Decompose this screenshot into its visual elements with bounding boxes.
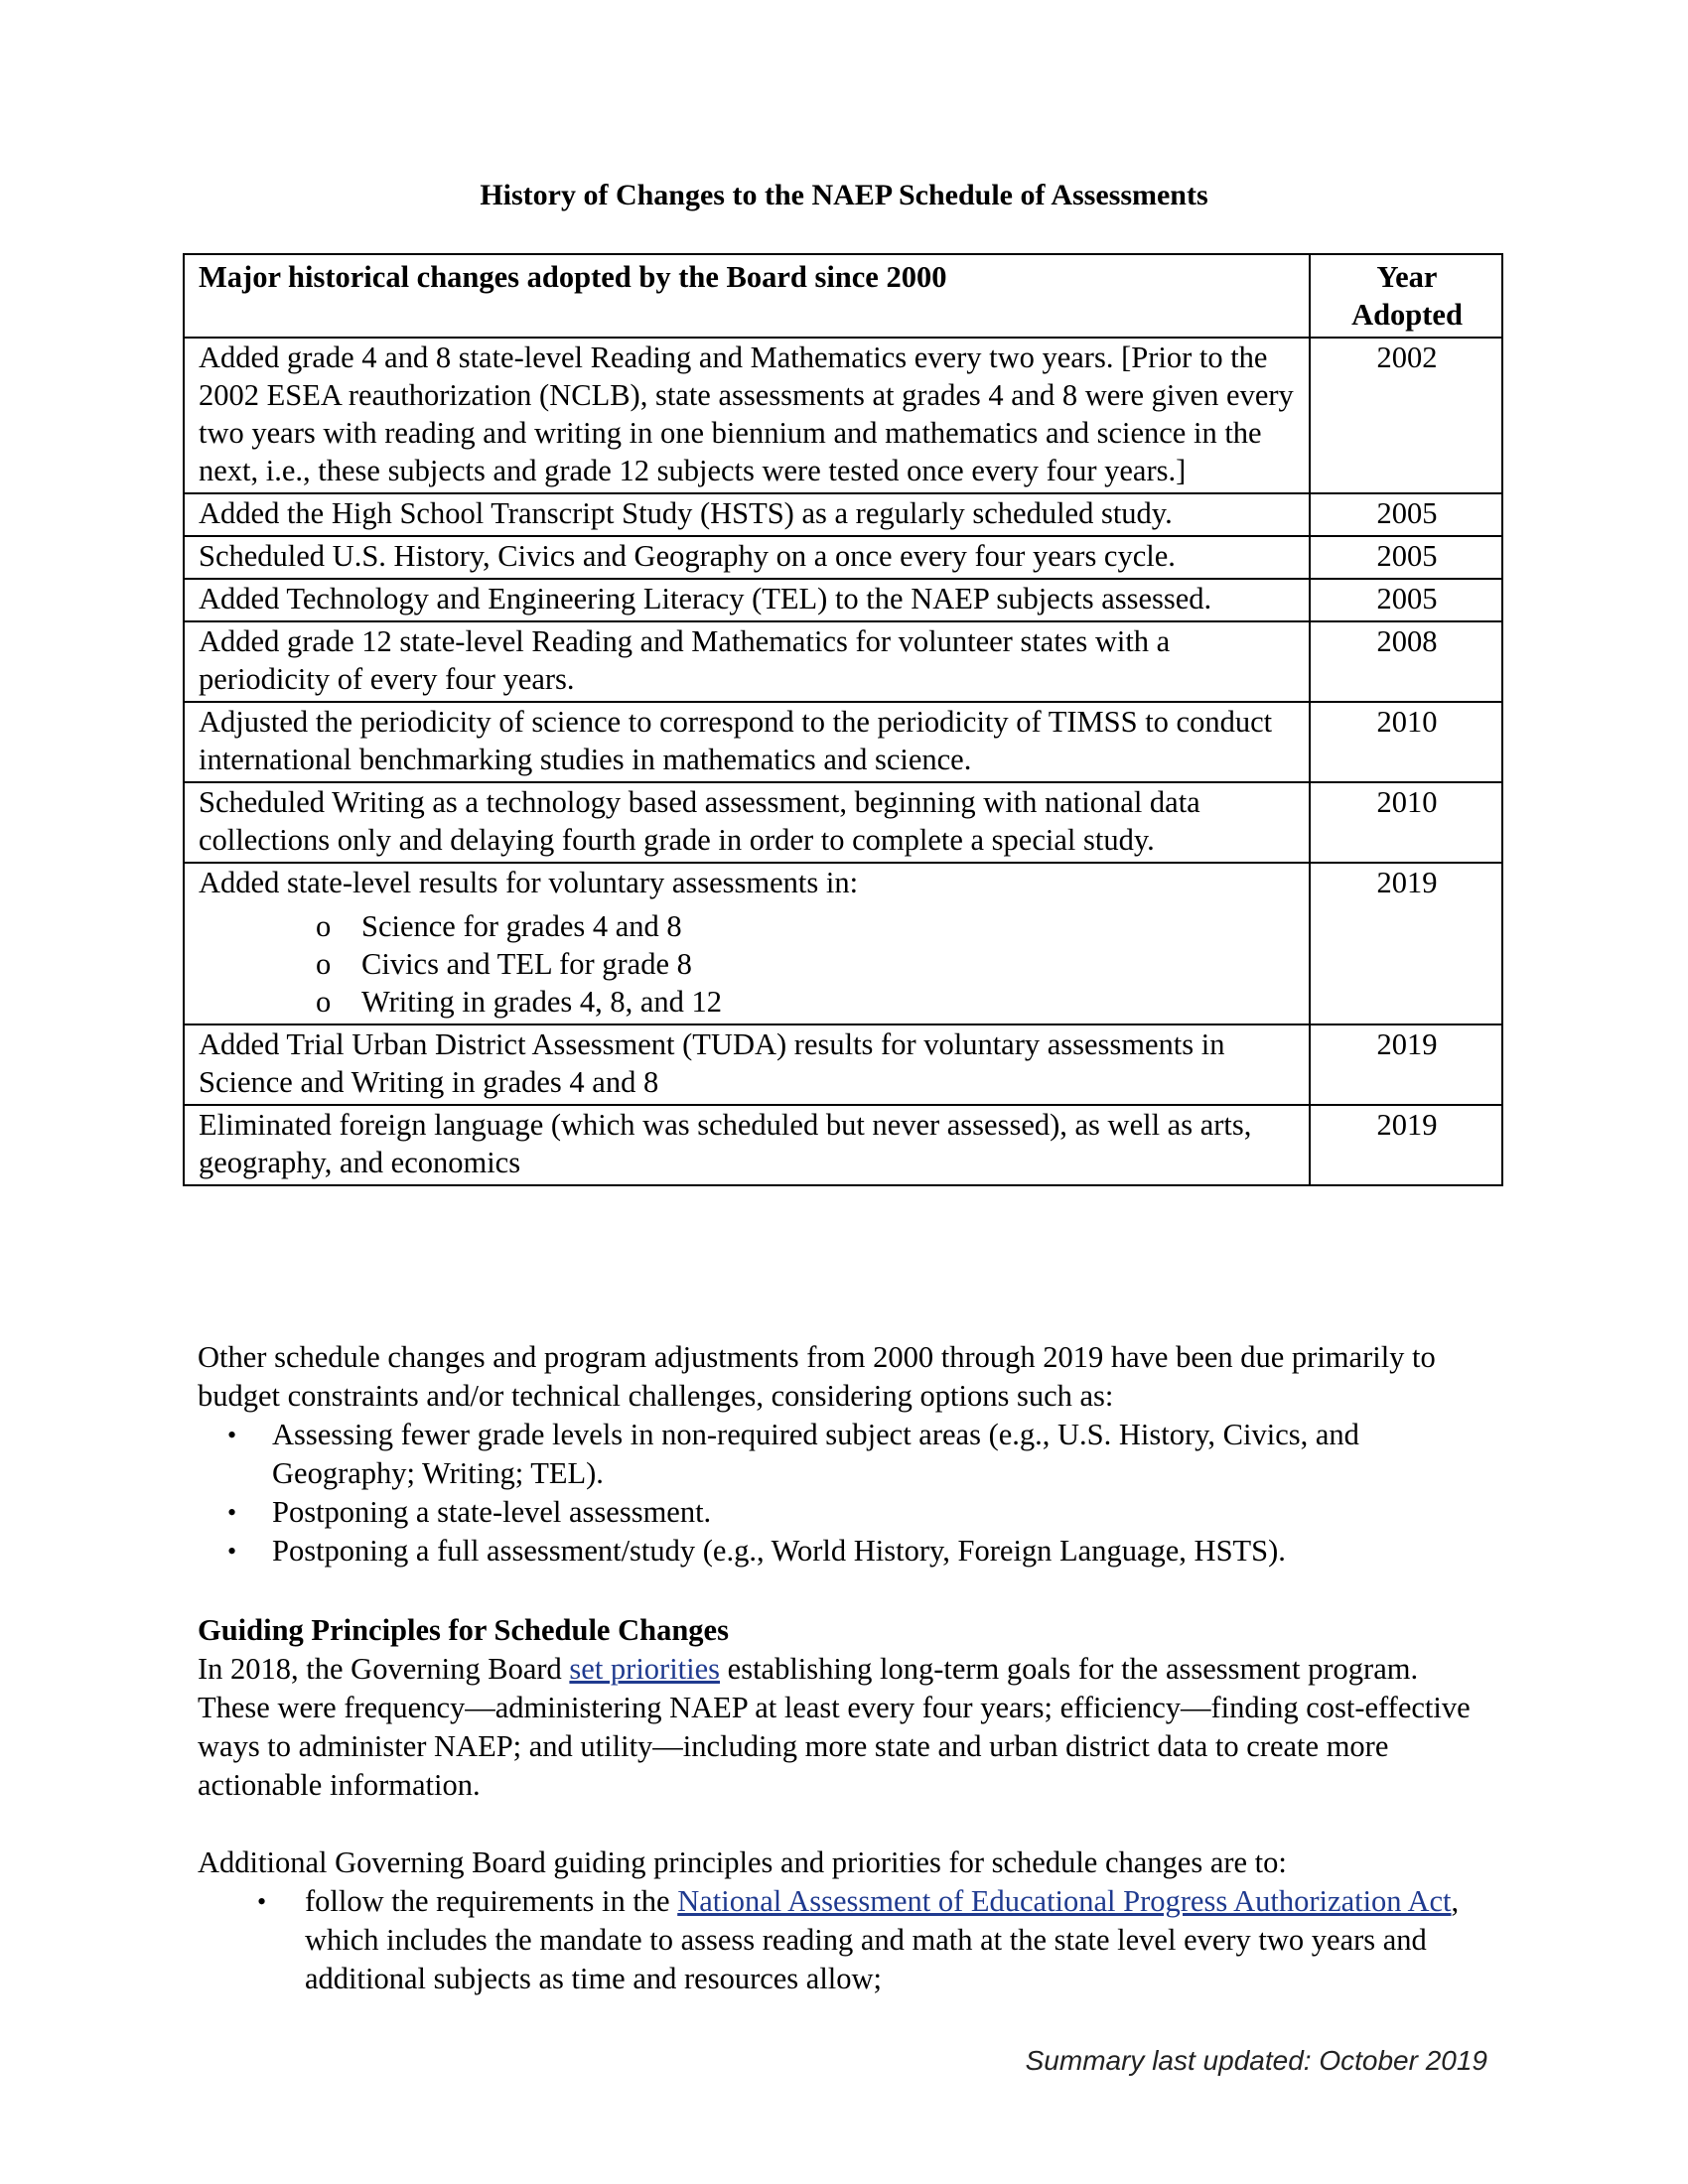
table-row xyxy=(184,702,1502,782)
row-change: Scheduled U.S. History, Civics and Geography on a once every four years cycle. xyxy=(184,536,1310,579)
guiding-principles-paragraph: In 2018, the Governing Board set priorities establishing long-term goals for the assessment program. These were frequency—administering NAEP at least every four years; efficiency—finding cost-effective ways to administer NAEP; and utility—including more state and urban district data to create more actionable information. xyxy=(198,1652,1471,1802)
bullet-icon: • xyxy=(227,1537,237,1566)
row-change: Added the High School Transcript Study (HSTS) as a regularly scheduled study. xyxy=(184,493,1310,536)
table-row xyxy=(184,579,1502,621)
row-change: Added Trial Urban District Assessment (TUDA) results for voluntary assessments in Science and Writing in grades 4 and 8 xyxy=(184,1024,1310,1105)
row-change: Added grade 12 state-level Reading and Mathematics for volunteer states with a periodicity of every four years. xyxy=(184,621,1310,702)
row-year: 2019 xyxy=(1310,1105,1502,1185)
other-changes-section xyxy=(198,1338,1478,1570)
header-change: Major historical changes adopted by the Board since 2000 xyxy=(184,254,1310,338)
table-row xyxy=(184,338,1502,493)
row-change: Added grade 4 and 8 state-level Reading and Mathematics every two years. [Prior to the 2002 ESEA reauthorization (NCLB), state assessments at grades 4 and 8 were given every two years with reading and writing in one biennium and mathematics and science in the next, i.e., these subjects and grade 12 subjects were tested once every four years.] xyxy=(184,338,1310,493)
table-row xyxy=(184,621,1502,702)
list-item: • Postponing a state-level assessment. xyxy=(198,1493,1478,1532)
table-row xyxy=(184,493,1502,536)
list-item: o Writing in grades 4, 8, and 12 xyxy=(316,985,723,1019)
bullet-icon: • xyxy=(227,1421,237,1449)
table-row xyxy=(184,863,1502,1024)
row-year: 2010 xyxy=(1310,702,1502,782)
guiding-principles-heading: Guiding Principles for Schedule Changes xyxy=(198,1613,729,1647)
bullet-icon: • xyxy=(257,1887,267,1916)
row-year: 2005 xyxy=(1310,493,1502,536)
row-year: 2019 xyxy=(1310,1024,1502,1105)
bullet-icon: • xyxy=(227,1498,237,1527)
history-table xyxy=(183,253,1503,1186)
table-row xyxy=(184,1105,1502,1185)
row-change: Eliminated foreign language (which was scheduled but never assessed), as well as arts, geography, and economics xyxy=(184,1105,1310,1185)
other-changes-intro: Other schedule changes and program adjustments from 2000 through 2019 have been due primarily to budget constraints and/or technical challenges, considering options such as: xyxy=(198,1340,1436,1413)
table-row xyxy=(184,536,1502,579)
row-year: 2002 xyxy=(1310,338,1502,493)
set-priorities-link[interactable]: set priorities xyxy=(569,1652,721,1686)
row-change-with-list xyxy=(184,863,1310,1024)
guiding-principles-section xyxy=(198,1611,1478,1998)
list-item: • follow the requirements in the National Assessment of Educational Progress Authorization Act, which includes the mandate to assess reading and math at the state level every two years and additional subjects as time and resources allow; xyxy=(257,1884,1460,1995)
header-year: Year Adopted xyxy=(1310,254,1502,338)
list-item: • Postponing a full assessment/study (e.g., World History, Foreign Language, HSTS). xyxy=(198,1532,1478,1570)
table-row xyxy=(184,782,1502,863)
row-change: Scheduled Writing as a technology based assessment, beginning with national data collections only and delaying fourth grade in order to complete a special study. xyxy=(184,782,1310,863)
circle-bullet-icon: o xyxy=(316,947,332,981)
additional-principles-list xyxy=(198,1882,1478,1998)
row-year: 2005 xyxy=(1310,536,1502,579)
list-item: • Assessing fewer grade levels in non-required subject areas (e.g., U.S. History, Civics, and Geography; Writing; TEL). xyxy=(227,1418,1359,1490)
row-year: 2019 xyxy=(1310,863,1502,1024)
list-item: o Science for grades 4 and 8 xyxy=(316,909,682,943)
other-changes-list xyxy=(198,1416,1478,1570)
row-year: 2010 xyxy=(1310,782,1502,863)
document-title: History of Changes to the NAEP Schedule of Assessments xyxy=(480,179,1208,211)
row-change: Added Technology and Engineering Literacy (TEL) to the NAEP subjects assessed. xyxy=(184,579,1310,621)
row-change: Added state-level results for voluntary assessments in: xyxy=(199,866,859,899)
voluntary-assessments-list xyxy=(199,907,1297,1021)
row-change: Adjusted the periodicity of science to correspond to the periodicity of TIMSS to conduct international benchmarking studies in mathematics and science. xyxy=(184,702,1310,782)
list-item: o Civics and TEL for grade 8 xyxy=(316,947,692,981)
naep-authorization-act-link[interactable]: National Assessment of Educational Progress Authorization Act xyxy=(677,1884,1452,1918)
last-updated-note: Summary last updated: October 2019 xyxy=(1025,2045,1487,2076)
circle-bullet-icon: o xyxy=(316,985,332,1019)
table-header-row xyxy=(184,254,1502,338)
table-row xyxy=(184,1024,1502,1105)
additional-principles-intro: Additional Governing Board guiding principles and priorities for schedule changes are to: xyxy=(198,1845,1287,1879)
row-year: 2008 xyxy=(1310,621,1502,702)
row-year: 2005 xyxy=(1310,579,1502,621)
circle-bullet-icon: o xyxy=(316,909,332,943)
